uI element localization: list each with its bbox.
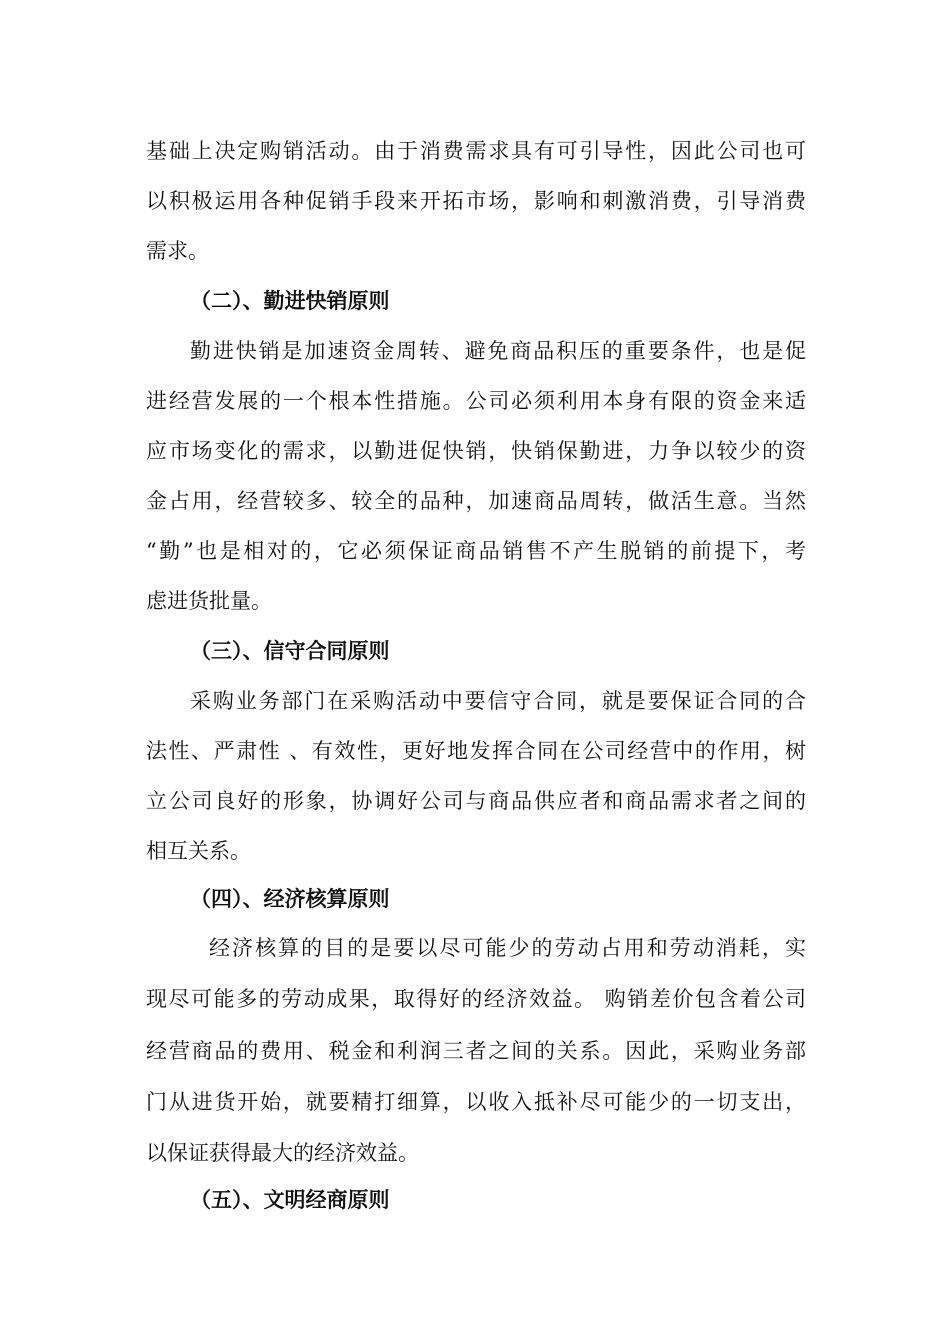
paragraph-line: 采购业务部门在采购活动中要信守合同，就是要保证合同的合	[190, 689, 806, 713]
paragraph-line: 以积极运用各种促销手段来开拓市场，影响和刺激消费，引导消费	[146, 189, 806, 213]
paragraph-line: 经济核算的目的是要以尽可能少的劳动占用和劳动消耗，实	[209, 936, 806, 960]
paragraph-line: 相互关系。	[146, 839, 251, 863]
paragraph-line: 需求。	[146, 239, 209, 263]
paragraph-line: 法性、严肃性 、有效性，更好地发挥合同在公司经营中的作用，树	[146, 739, 806, 763]
paragraph-line: 以保证获得最大的经济效益。	[146, 1141, 419, 1165]
section-heading: （五）、文明经商原则	[190, 1188, 390, 1212]
paragraph-line: 进经营发展的一个根本性措施。公司必须利用本身有限的资金来适	[146, 389, 806, 413]
paragraph-line: 门从进货开始，就要精打细算，以收入抵补尽可能少的一切支出，	[146, 1090, 806, 1114]
section-heading: （二）、勤进快销原则	[190, 289, 390, 313]
paragraph-line: “勤”也是相对的，它必须保证商品销售不产生脱销的前提下，考	[146, 539, 806, 563]
paragraph-line: 立公司良好的形象，协调好公司与商品供应者和商品需求者之间的	[146, 789, 806, 813]
paragraph-line: 经营商品的费用、税金和利润三者之间的关系。因此，采购业务部	[146, 1039, 806, 1063]
paragraph-line: 勤进快销是加速资金周转、避免商品积压的重要条件，也是促	[190, 339, 806, 363]
paragraph-line: 现尽可能多的劳动成果，取得好的经济效益。 购销差价包含着公司	[146, 987, 806, 1011]
paragraph-line: 应市场变化的需求，以勤进促快销，快销保勤进，力争以较少的资	[146, 439, 806, 463]
paragraph-line: 金占用，经营较多、较全的品种，加速商品周转，做活生意。当然	[146, 489, 806, 513]
section-heading: （四）、经济核算原则	[190, 887, 390, 911]
section-heading: （三）、信守合同原则	[190, 639, 390, 663]
paragraph-line: 虑进货批量。	[146, 589, 272, 613]
paragraph-line: 基础上决定购销活动。由于消费需求具有可引导性，因此公司也可	[146, 139, 806, 163]
